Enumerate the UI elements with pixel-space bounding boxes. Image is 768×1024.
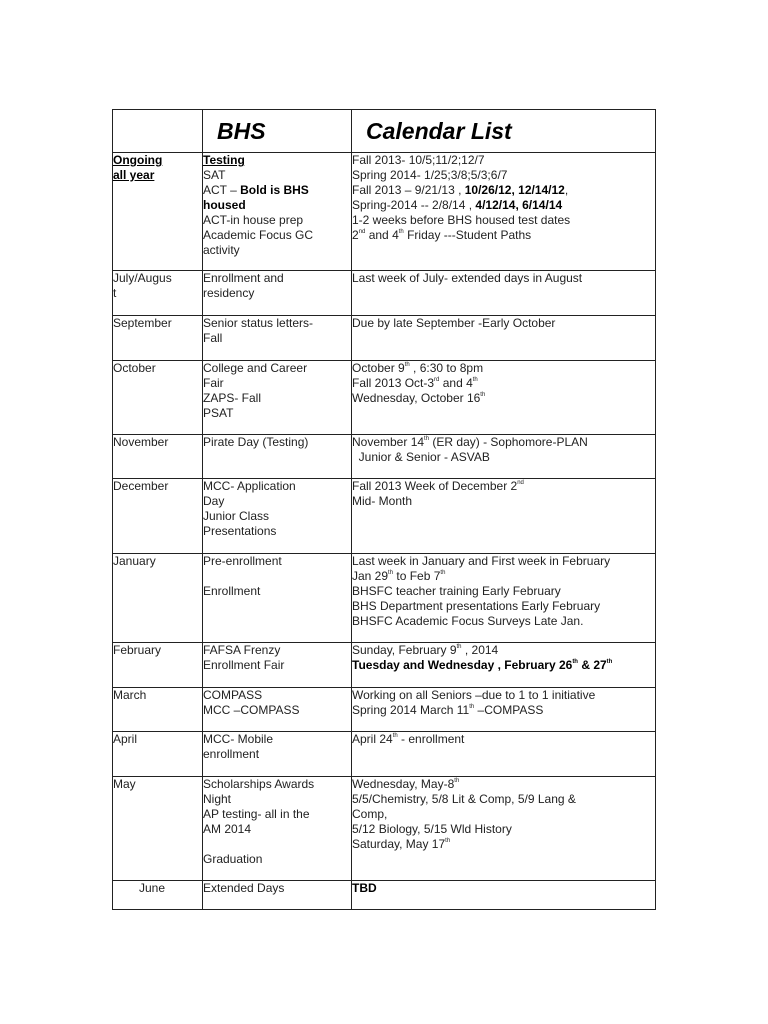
- date-line: Fall 2013- 10/5;11/2;12/7: [352, 153, 485, 167]
- date-line: [352, 703, 655, 718]
- date-text-bold: ,: [511, 183, 519, 197]
- month-cell: [113, 153, 203, 271]
- date-text: October 9: [352, 361, 405, 375]
- date-text: to Feb 7: [393, 569, 441, 583]
- date-cell: [352, 554, 656, 643]
- date-text: Jan 29: [352, 569, 389, 583]
- event-cell: [203, 643, 352, 688]
- date-text-bold: & 27: [577, 658, 607, 672]
- date-cell: [352, 316, 656, 361]
- ordinal-suffix: th: [469, 704, 475, 710]
- ordinal-suffix: nd: [517, 480, 524, 486]
- header-title-bhs: BHS: [203, 110, 352, 153]
- event-label: Pirate Day (Testing): [203, 435, 309, 449]
- event-label: SAT: [203, 168, 226, 182]
- event-cell: [203, 554, 352, 643]
- date-line: Due by late September -Early October: [352, 316, 556, 330]
- ordinal-suffix: th: [480, 392, 486, 398]
- event-text-bold: Bold is BHS: [240, 183, 309, 197]
- ordinal-suffix: rd: [434, 377, 440, 383]
- calendar-table: [112, 109, 656, 910]
- date-line: [352, 228, 655, 243]
- ordinal-suffix: th: [456, 644, 462, 650]
- event-label: Presentations: [203, 524, 277, 538]
- event-label: Night: [203, 792, 232, 806]
- row-february: [113, 643, 656, 688]
- event-cell: [203, 435, 352, 479]
- month-cell: [113, 361, 203, 435]
- month-cell: [113, 777, 203, 881]
- date-line: Last week in January and First week in February: [352, 554, 611, 568]
- date-text-bold: 6/14/14: [522, 198, 563, 212]
- date-line: TBD: [352, 881, 377, 895]
- date-text: , 6:30 to 8pm: [409, 361, 484, 375]
- date-text: –COMPASS: [474, 703, 544, 717]
- date-line: BHSFC Academic Focus Surveys Late Jan.: [352, 614, 584, 628]
- event-label: PSAT: [203, 406, 234, 420]
- event-text: ACT –: [203, 183, 241, 197]
- header-cell-blank: [113, 110, 203, 153]
- date-line: [352, 435, 655, 450]
- event-label: Fair: [203, 376, 224, 390]
- month-label: t: [113, 286, 117, 300]
- event-cell: [203, 153, 352, 271]
- date-line: [352, 777, 655, 792]
- event-label: Extended Days: [203, 881, 285, 895]
- line-gap: [203, 837, 351, 852]
- date-cell: [352, 361, 656, 435]
- date-text: Friday ---Student Paths: [403, 228, 532, 242]
- date-cell: [352, 271, 656, 316]
- event-label: AM 2014: [203, 822, 252, 836]
- date-cell: [352, 153, 656, 271]
- event-label: residency: [203, 286, 255, 300]
- date-line: 5/12 Biology, 5/15 Wld History: [352, 822, 512, 836]
- ordinal-suffix: th: [606, 659, 613, 665]
- event-label: activity: [203, 243, 240, 257]
- month-label: June: [139, 881, 166, 895]
- event-label: Testing: [203, 153, 245, 167]
- date-text: Wednesday, October 16: [352, 391, 481, 405]
- date-line: Junior & Senior - ASVAB: [352, 450, 490, 464]
- event-label: Junior Class: [203, 509, 270, 523]
- date-text: and 4: [365, 228, 399, 242]
- month-label: November: [113, 435, 169, 449]
- date-text: Fall 2013 Week of December 2: [352, 479, 518, 493]
- event-label: Pre-enrollment: [203, 554, 282, 568]
- month-cell: [113, 435, 203, 479]
- month-cell: [113, 479, 203, 554]
- event-cell: [203, 732, 352, 777]
- date-line: BHS Department presentations Early February: [352, 599, 601, 613]
- date-text-bold: ,: [515, 198, 523, 212]
- event-label: Day: [203, 494, 225, 508]
- row-june: [113, 881, 656, 910]
- date-line: [352, 732, 655, 747]
- date-text: ,: [564, 183, 569, 197]
- date-line: Working on all Seniors –due to 1 to 1 initiative: [352, 688, 596, 702]
- event-label: FAFSA Frenzy: [203, 643, 281, 657]
- date-text: November 14: [352, 435, 425, 449]
- row-october: [113, 361, 656, 435]
- month-cell: [113, 881, 203, 910]
- ordinal-suffix: th: [424, 436, 430, 442]
- month-label: December: [113, 479, 169, 493]
- row-january: [113, 554, 656, 643]
- event-label: housed: [203, 198, 246, 212]
- row-november: [113, 435, 656, 479]
- ordinal-suffix: nd: [358, 229, 366, 235]
- date-text-bold: 4/12/14: [475, 198, 516, 212]
- event-label: MCC –COMPASS: [203, 703, 300, 717]
- date-cell: [352, 688, 656, 732]
- date-line: BHSFC teacher training Early February: [352, 584, 561, 598]
- ordinal-suffix: th: [440, 570, 446, 576]
- date-cell: [352, 479, 656, 554]
- event-cell: [203, 316, 352, 361]
- date-line: [352, 198, 655, 213]
- date-text: , 2014: [461, 643, 499, 657]
- row-march: [113, 688, 656, 732]
- date-cell: [352, 643, 656, 688]
- month-label: January: [113, 554, 156, 568]
- ordinal-suffix: th: [454, 778, 460, 784]
- date-text-bold: Tuesday and Wednesday , February 26: [352, 658, 573, 672]
- date-line: Comp,: [352, 807, 388, 821]
- event-label: Fall: [203, 331, 223, 345]
- event-label: AP testing- all in the: [203, 807, 310, 821]
- row-april: [113, 732, 656, 777]
- event-label: [203, 183, 351, 198]
- event-cell: [203, 777, 352, 881]
- date-cell: [352, 777, 656, 881]
- ordinal-suffix: th: [398, 229, 404, 235]
- event-label: COMPASS: [203, 688, 263, 702]
- event-label: Senior status letters-: [203, 316, 314, 330]
- event-cell: [203, 271, 352, 316]
- month-label: September: [113, 316, 172, 330]
- date-cell: [352, 881, 656, 910]
- row-december: [113, 479, 656, 554]
- date-text: and 4: [439, 376, 473, 390]
- date-line: [352, 391, 655, 406]
- date-line: Mid- Month: [352, 494, 413, 508]
- event-label: College and Career: [203, 361, 308, 375]
- event-cell: [203, 361, 352, 435]
- row-july-august: [113, 271, 656, 316]
- month-label: April: [113, 732, 138, 746]
- date-line: Last week of July- extended days in August: [352, 271, 583, 285]
- ordinal-suffix: th: [572, 659, 578, 665]
- date-text: - enrollment: [397, 732, 465, 746]
- month-label: March: [113, 688, 147, 702]
- event-label: MCC- Mobile: [203, 732, 274, 746]
- ordinal-suffix: th: [404, 362, 410, 368]
- month-cell: [113, 643, 203, 688]
- event-cell: [203, 881, 352, 910]
- month-cell: [113, 316, 203, 361]
- date-line: [352, 376, 655, 391]
- row-may: [113, 777, 656, 881]
- line-gap: [203, 569, 351, 584]
- date-text: Fall 2013 Oct-3: [352, 376, 435, 390]
- event-cell: [203, 479, 352, 554]
- row-september: [113, 316, 656, 361]
- header-title-calendar-list: Calendar List: [352, 110, 656, 153]
- date-line: [352, 479, 655, 494]
- month-label: all year: [113, 168, 155, 182]
- ordinal-suffix: th: [445, 838, 451, 844]
- date-text: 2: [352, 228, 359, 242]
- ordinal-suffix: th: [388, 570, 394, 576]
- date-line: 1-2 weeks before BHS housed test dates: [352, 213, 571, 227]
- date-line: [352, 658, 655, 673]
- month-cell: [113, 554, 203, 643]
- date-text: Fall 2013 – 9/21/13 ,: [352, 183, 465, 197]
- date-line: [352, 361, 655, 376]
- month-cell: [113, 688, 203, 732]
- month-label: February: [113, 643, 162, 657]
- event-label: Enrollment Fair: [203, 658, 285, 672]
- date-text: Wednesday, May-8: [352, 777, 455, 791]
- event-label: Enrollment and: [203, 271, 284, 285]
- month-label: October: [113, 361, 156, 375]
- event-label: Academic Focus GC: [203, 228, 314, 242]
- row-ongoing: [113, 153, 656, 271]
- date-line: [352, 569, 655, 584]
- event-label: Scholarships Awards: [203, 777, 315, 791]
- event-label: enrollment: [203, 747, 260, 761]
- month-label: May: [113, 777, 136, 791]
- date-text: Spring 2014 March 11: [352, 703, 470, 717]
- event-label: Graduation: [203, 852, 263, 866]
- event-cell: [203, 688, 352, 732]
- date-line: [352, 183, 655, 198]
- date-text-bold: 10/26/12: [464, 183, 512, 197]
- date-text: Sunday, February 9: [352, 643, 457, 657]
- event-label: MCC- Application: [203, 479, 296, 493]
- event-label: ACT-in house prep: [203, 213, 304, 227]
- month-label: July/Augus: [113, 271, 172, 285]
- date-text: Saturday, May 17: [352, 837, 446, 851]
- header-row: [113, 110, 656, 153]
- date-text-bold: 12/14/12: [518, 183, 565, 197]
- date-text: April 24: [352, 732, 393, 746]
- month-label: Ongoing: [113, 153, 163, 167]
- ordinal-suffix: th: [472, 377, 478, 383]
- event-label: Enrollment: [203, 584, 261, 598]
- date-cell: [352, 435, 656, 479]
- date-line: [352, 837, 655, 852]
- date-line: 5/5/Chemistry, 5/8 Lit & Comp, 5/9 Lang &: [352, 792, 576, 806]
- ordinal-suffix: th: [392, 733, 398, 739]
- date-line: [352, 643, 655, 658]
- date-text: Spring-2014 -- 2/8/14 ,: [352, 198, 476, 212]
- date-line: Spring 2014- 1/25;3/8;5/3;6/7: [352, 168, 508, 182]
- date-text: (ER day) - Sophomore-PLAN: [429, 435, 588, 449]
- event-label: ZAPS- Fall: [203, 391, 262, 405]
- month-cell: [113, 732, 203, 777]
- month-cell: [113, 271, 203, 316]
- date-cell: [352, 732, 656, 777]
